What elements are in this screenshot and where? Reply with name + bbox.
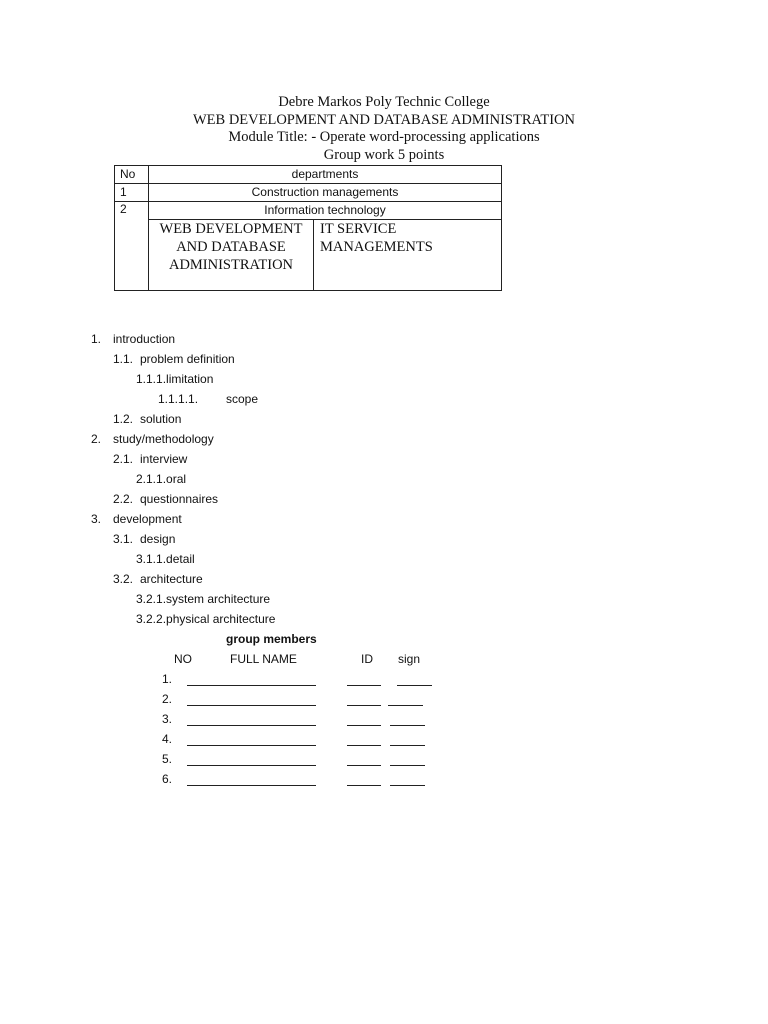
- outline-text: development: [113, 512, 182, 526]
- row-dept: Construction managements: [149, 184, 502, 202]
- sign-blank: [388, 705, 423, 706]
- outline-text: detail: [166, 552, 195, 566]
- id-blank: [347, 725, 381, 726]
- outline-text: solution: [140, 412, 182, 426]
- member-number: 3.: [162, 712, 173, 726]
- outline-text: problem definition: [140, 352, 235, 366]
- col-id: ID: [361, 652, 373, 666]
- sign-blank: [390, 785, 425, 786]
- id-blank: [347, 785, 381, 786]
- sign-blank: [397, 685, 432, 686]
- sub-dept-webdev: WEB DEVELOPMENT AND DATABASE ADMINISTRATION: [149, 220, 314, 291]
- outline-number: 2.2.: [113, 492, 134, 506]
- departments-table: [114, 165, 502, 291]
- outline-number: 2.1.1.oral: [136, 472, 187, 486]
- col-sign: sign: [398, 652, 421, 666]
- member-number: 2.: [162, 692, 173, 706]
- outline-text: study/methodology: [113, 432, 214, 446]
- id-blank: [347, 745, 381, 746]
- name-blank: [187, 705, 316, 706]
- id-blank: [347, 685, 381, 686]
- member-number: 5.: [162, 752, 173, 766]
- col-no: NO: [174, 652, 192, 666]
- member-number: 6.: [162, 772, 173, 786]
- member-number: 4.: [162, 732, 173, 746]
- sign-blank: [390, 745, 425, 746]
- college-name: Debre Markos Poly Technic College: [278, 94, 490, 110]
- outline-text: introduction: [113, 332, 176, 346]
- outline-number: 1.1.1.limitation: [136, 372, 214, 386]
- name-blank: [187, 725, 316, 726]
- outline-number: 3.1.: [113, 532, 134, 546]
- outline-number: 1.: [91, 332, 102, 346]
- id-blank: [347, 705, 381, 706]
- col-full-name: FULL NAME: [230, 652, 297, 666]
- outline-text: interview: [140, 452, 188, 466]
- name-blank: [187, 745, 316, 746]
- header-no: No: [115, 166, 149, 184]
- outline-text: scope: [226, 392, 259, 406]
- program-title: WEB DEVELOPMENT AND DATABASE ADMINISTRATION: [192, 112, 575, 128]
- sub-dept-it-service: IT SERVICE MANAGEMENTS: [314, 220, 502, 291]
- outline-number: 1.1.1.1.: [158, 392, 199, 406]
- outline-text: limitation: [166, 372, 214, 386]
- outline-number: 3.2.2.physical architecture: [136, 612, 276, 626]
- outline-text: oral: [166, 472, 187, 486]
- module-title: Module Title: - Operate word-processing applications: [228, 129, 540, 145]
- row-no: 2: [115, 202, 149, 291]
- outline-number: 3.1.1.detail: [136, 552, 195, 566]
- outline-text: physical architecture: [166, 612, 276, 626]
- outline-text: questionnaires: [140, 492, 219, 506]
- outline-number: 1.2.: [113, 412, 134, 426]
- row-no: 1: [115, 184, 149, 202]
- outline-number: 3.: [91, 512, 102, 526]
- outline-number: 3.2.: [113, 572, 134, 586]
- name-blank: [187, 685, 316, 686]
- header-departments: departments: [149, 166, 502, 184]
- group-work-points: Group work 5 points: [323, 147, 445, 163]
- outline-number: 1.1.: [113, 352, 134, 366]
- outline-number: 3.2.1.system architecture: [136, 592, 271, 606]
- outline-number: 2.1.: [113, 452, 134, 466]
- outline-number: 2.: [91, 432, 102, 446]
- sign-blank: [390, 725, 425, 726]
- name-blank: [187, 785, 316, 786]
- row-dept: Information technology: [149, 202, 502, 220]
- outline-text: architecture: [140, 572, 203, 586]
- name-blank: [187, 765, 316, 766]
- sign-blank: [390, 765, 425, 766]
- member-number: 1.: [162, 672, 173, 686]
- members-title: group members: [226, 632, 317, 646]
- outline-text: design: [140, 532, 176, 546]
- outline-text: system architecture: [166, 592, 271, 606]
- id-blank: [347, 765, 381, 766]
